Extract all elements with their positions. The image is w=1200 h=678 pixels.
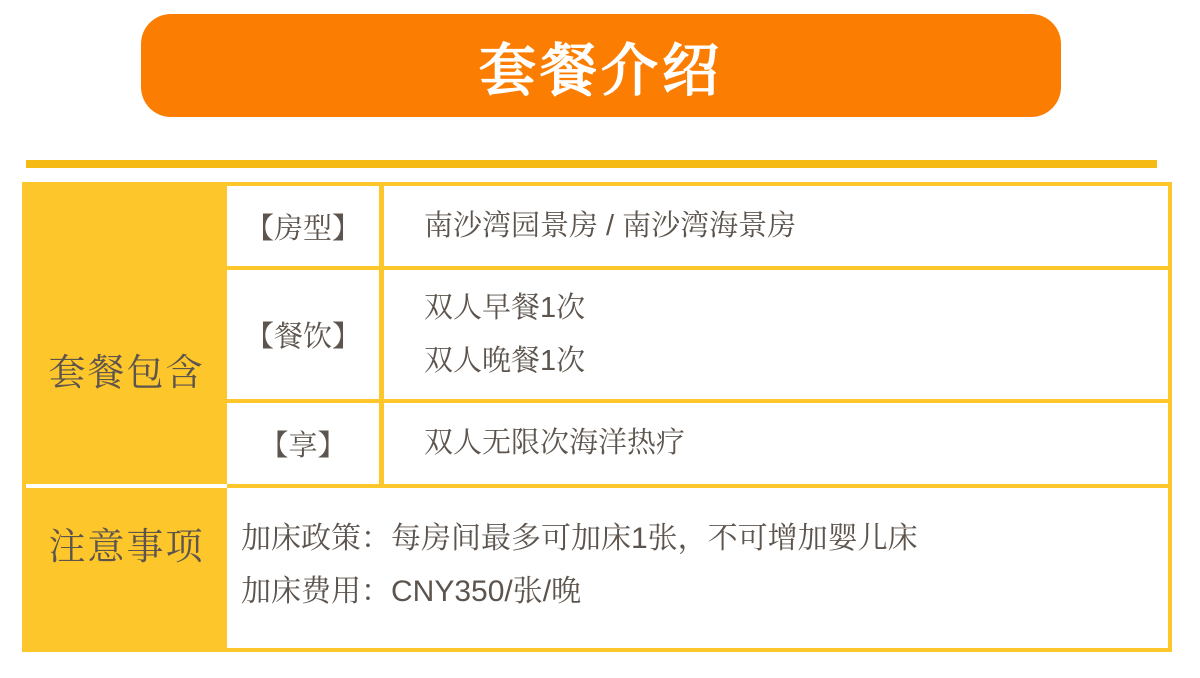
row-content-room-type: [379, 186, 1168, 266]
group-label-notes: [26, 484, 227, 648]
divider-line: [26, 160, 1157, 168]
dining-line-breakfast: 双人早餐1次: [424, 291, 586, 324]
row-label-enjoy: [227, 399, 379, 484]
group-label-package-includes: [26, 186, 227, 484]
notes-line-extra-bed-fee: 加床费用：CNY350/张/晚: [241, 575, 582, 608]
row-content-notes: [227, 484, 1168, 648]
package-table: [22, 182, 1172, 652]
row-label-dining-text: 【餐饮】: [244, 321, 361, 353]
page-title: 套餐介绍: [479, 38, 723, 103]
group-label-package-text: 套餐包含: [48, 352, 205, 393]
group-label-notes-text: 注意事项: [48, 526, 205, 567]
enjoy-line: 双人无限次海洋热疗: [424, 427, 686, 459]
row-label-enjoy-text: 【享】: [259, 430, 347, 462]
room-type-line: 南沙湾园景房 / 南沙湾海景房: [424, 209, 797, 242]
row-label-dining: [227, 266, 379, 399]
row-content-dining: [379, 266, 1168, 399]
header-banner: [141, 14, 1061, 117]
row-label-room-type: [227, 186, 379, 266]
row-label-room-type-text: 【房型】: [244, 212, 361, 245]
dining-line-dinner: 双人晚餐1次: [424, 344, 586, 377]
row-content-enjoy: [379, 399, 1168, 484]
notes-line-extra-bed-policy: 加床政策：每房间最多可加床1张，不可增加婴儿床: [241, 522, 918, 555]
